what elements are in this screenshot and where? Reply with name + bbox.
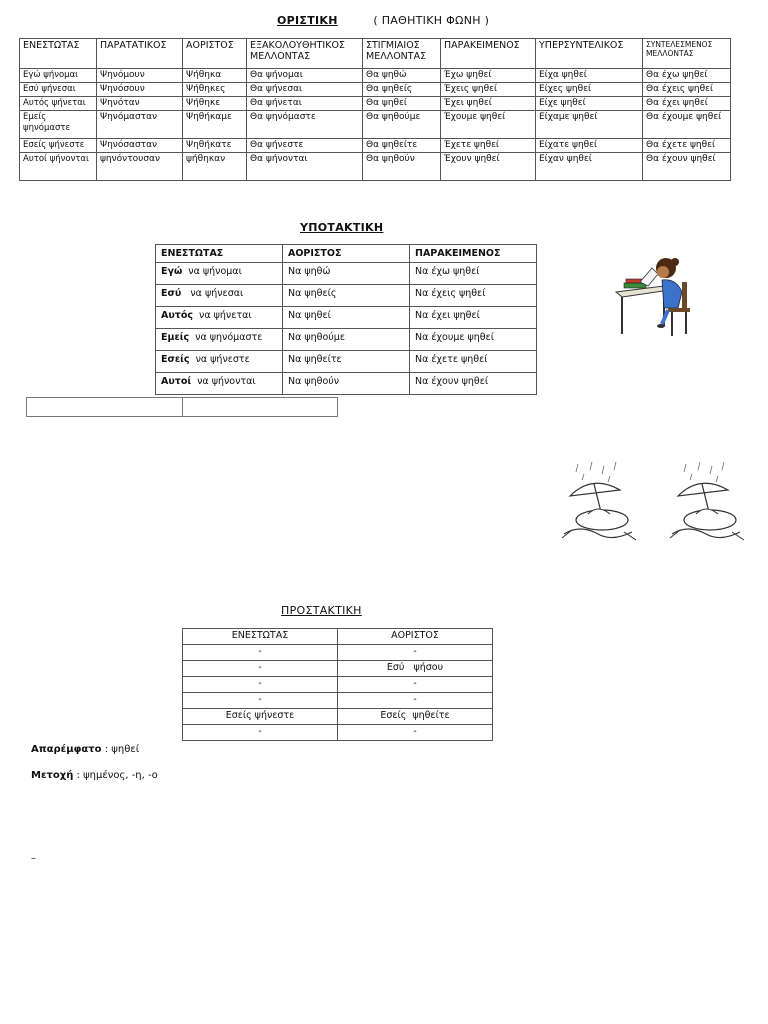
table-cell: Θα έχουμε ψηθεί xyxy=(643,111,731,139)
table-cell xyxy=(156,263,283,285)
table-cell: - xyxy=(183,677,338,693)
oristiki-title-row xyxy=(277,14,489,27)
aparemfato-label: Απαρέμφατο xyxy=(31,744,102,755)
table-cell: - xyxy=(183,693,338,709)
pronoun: Εμείς xyxy=(161,332,190,343)
table-row xyxy=(183,661,493,677)
table-cell: - xyxy=(338,725,493,741)
oristiki-header: ΕΝΕΣΤΩΤΑΣ xyxy=(20,39,97,69)
aparemfato-line xyxy=(31,744,139,755)
table-cell: - xyxy=(183,645,338,661)
table-row xyxy=(20,153,731,181)
prostaktiki-header: ΑΟΡΙΣΤΟΣ xyxy=(338,629,493,645)
table-cell: Θα ψήνεστε xyxy=(247,139,363,153)
table-cell: Είχαμε ψηθεί xyxy=(536,111,643,139)
table-row xyxy=(20,111,731,139)
table-cell: ψηνόντουσαν xyxy=(97,153,183,181)
pronoun: Εγώ xyxy=(161,266,183,277)
table-cell: Ψήθηκες xyxy=(183,83,247,97)
verb-form: να ψήνεται xyxy=(199,310,252,321)
metochi-label: Μετοχή xyxy=(31,770,74,781)
table-cell: - xyxy=(183,661,338,677)
verb-form: να ψήνεσαι xyxy=(190,288,244,299)
table-cell: Εσύ ψήσου xyxy=(338,661,493,677)
table-row xyxy=(183,709,493,725)
metochi-value: : ψημένος, -η, -ο xyxy=(73,770,158,781)
table-cell: Να έχω ψηθεί xyxy=(410,263,537,285)
prostaktiki-title: ΠΡΟΣΤΑΚΤΙΚΗ xyxy=(281,604,362,617)
pronoun: Εσείς xyxy=(161,354,190,365)
table-cell: - xyxy=(183,725,338,741)
oristiki-header: ΑΟΡΙΣΤΟΣ xyxy=(183,39,247,69)
ypotaktiki-table xyxy=(155,244,537,395)
table-cell: Εσείς ψήνεστε xyxy=(183,709,338,725)
table-cell: Θα ψήνεσαι xyxy=(247,83,363,97)
table-cell: Θα ψηθούμε xyxy=(363,111,441,139)
table-row xyxy=(20,139,731,153)
table-row xyxy=(156,263,537,285)
pronoun: Εσύ xyxy=(161,288,182,299)
table-row xyxy=(156,307,537,329)
table-cell: Θα ψηθείτε xyxy=(363,139,441,153)
ypotaktiki-title: ΥΠΟΤΑΚΤΙΚΗ xyxy=(300,221,384,234)
table-cell: Θα ψήνομαι xyxy=(247,69,363,83)
empty-table-fragment xyxy=(26,397,338,417)
table-cell: Να ψηθώ xyxy=(283,263,410,285)
table-cell: ψήθηκαν xyxy=(183,153,247,181)
table-cell xyxy=(156,307,283,329)
student-desk-clipart-icon xyxy=(612,252,702,342)
ypotaktiki-header: ΑΟΡΙΣΤΟΣ xyxy=(283,245,410,263)
table-row xyxy=(156,329,537,351)
table-row xyxy=(183,725,493,741)
pronoun: Αυτοί xyxy=(161,376,192,387)
table-cell: Έχουμε ψηθεί xyxy=(441,111,536,139)
table-cell: Ψήθηκα xyxy=(183,69,247,83)
table-cell: Θα ψήνεται xyxy=(247,97,363,111)
aparemfato-value: : ψηθεί xyxy=(101,744,140,755)
table-cell: Αυτοί ψήνονται xyxy=(20,153,97,181)
table-cell: Να ψηθείς xyxy=(283,285,410,307)
table-cell xyxy=(156,329,283,351)
table-cell: Να έχετε ψηθεί xyxy=(410,351,537,373)
table-cell: Έχει ψηθεί xyxy=(441,97,536,111)
table-cell: Να έχουμε ψηθεί xyxy=(410,329,537,351)
table-row xyxy=(156,373,537,395)
table-cell: Θα ψηθούν xyxy=(363,153,441,181)
table-cell: Θα ψήνονται xyxy=(247,153,363,181)
table-cell: Ψηθήκατε xyxy=(183,139,247,153)
table-cell xyxy=(156,351,283,373)
table-cell: Να ψηθούν xyxy=(283,373,410,395)
table-cell: Εγώ ψήνομαι xyxy=(20,69,97,83)
ypotaktiki-title-row xyxy=(300,221,383,234)
table-cell: Να έχει ψηθεί xyxy=(410,307,537,329)
table-cell: Είχα ψηθεί xyxy=(536,69,643,83)
pronoun: Αυτός xyxy=(161,310,193,321)
prostaktiki-table xyxy=(182,628,493,741)
prostaktiki-title-row xyxy=(281,604,362,617)
table-cell: Είχαν ψηθεί xyxy=(536,153,643,181)
oristiki-header: ΠΑΡΑΚΕΙΜΕΝΟΣ xyxy=(441,39,536,69)
table-cell: Ψηνόσασταν xyxy=(97,139,183,153)
table-cell: Να ψηθείτε xyxy=(283,351,410,373)
table-cell: Ψηνόμασταν xyxy=(97,111,183,139)
table-cell xyxy=(156,373,283,395)
table-cell: Να έχουν ψηθεί xyxy=(410,373,537,395)
table-cell: Ψηνόταν xyxy=(97,97,183,111)
oristiki-header: ΣΤΙΓΜΙΑΙΟΣ ΜΕΛΛΟΝΤΑΣ xyxy=(363,39,441,69)
table-cell: Είχες ψηθεί xyxy=(536,83,643,97)
table-cell: Θα έχω ψηθεί xyxy=(643,69,731,83)
oristiki-header: ΣΥΝΤΕΛΕΣΜΕΝΟΣ ΜΕΛΛΟΝΤΑΣ xyxy=(643,39,731,69)
metochi-line xyxy=(31,770,158,781)
table-cell: Εμείς ψηνόμαστε xyxy=(20,111,97,139)
prostaktiki-header-row xyxy=(183,629,493,645)
oristiki-header-row xyxy=(20,39,731,69)
table-cell: Είχε ψηθεί xyxy=(536,97,643,111)
umbrella-rain-clipart-icon xyxy=(558,460,640,544)
table-cell: Θα έχουν ψηθεί xyxy=(643,153,731,181)
table-row xyxy=(156,351,537,373)
umbrella-rain-clipart-icon xyxy=(666,460,748,544)
table-cell xyxy=(156,285,283,307)
table-cell: Θα ψηθώ xyxy=(363,69,441,83)
table-cell: Ψηνόσουν xyxy=(97,83,183,97)
table-cell: Έχετε ψηθεί xyxy=(441,139,536,153)
table-cell: Είχατε ψηθεί xyxy=(536,139,643,153)
table-cell: Εσείς ψήνεστε xyxy=(20,139,97,153)
table-cell: Να ψηθούμε xyxy=(283,329,410,351)
table-row xyxy=(20,97,731,111)
table-row xyxy=(20,83,731,97)
oristiki-subtitle: ( ΠΑΘΗΤΙΚΗ ΦΩΝΗ ) xyxy=(373,14,490,27)
verb-form: να ψηνόμαστε xyxy=(195,332,263,343)
table-cell: Θα έχει ψηθεί xyxy=(643,97,731,111)
table-cell: Θα ψηθείς xyxy=(363,83,441,97)
oristiki-title: ΟΡΙΣΤΙΚΗ xyxy=(277,14,338,27)
table-cell: Αυτός ψήνεται xyxy=(20,97,97,111)
oristiki-header: ΠΑΡΑΤΑΤΙΚΟΣ xyxy=(97,39,183,69)
verb-form: να ψήνονται xyxy=(197,376,256,387)
table-cell: Να έχεις ψηθεί xyxy=(410,285,537,307)
verb-form: να ψήνεστε xyxy=(195,354,250,365)
oristiki-header: ΥΠΕΡΣΥΝΤΕΛΙΚΟΣ xyxy=(536,39,643,69)
table-cell: Έχω ψηθεί xyxy=(441,69,536,83)
table-row xyxy=(183,693,493,709)
table-cell: Εσείς ψηθείτε xyxy=(338,709,493,725)
table-row xyxy=(20,69,731,83)
ypotaktiki-header: ΕΝΕΣΤΩΤΑΣ xyxy=(156,245,283,263)
table-cell: - xyxy=(338,677,493,693)
table-row xyxy=(156,285,537,307)
table-cell: Ψηθήκαμε xyxy=(183,111,247,139)
oristiki-table xyxy=(19,38,731,181)
table-cell: Θα έχεις ψηθεί xyxy=(643,83,731,97)
table-cell: Θα ψηνόμαστε xyxy=(247,111,363,139)
footer-dash: – xyxy=(31,853,36,864)
oristiki-header: ΕΞΑΚΟΛΟΥΘΗΤΙΚΟΣ ΜΕΛΛΟΝΤΑΣ xyxy=(247,39,363,69)
ypotaktiki-header: ΠΑΡΑΚΕΙΜΕΝΟΣ xyxy=(410,245,537,263)
ypotaktiki-header-row xyxy=(156,245,537,263)
table-cell: Θα ψηθεί xyxy=(363,97,441,111)
table-cell: - xyxy=(338,693,493,709)
table-cell: Να ψηθεί xyxy=(283,307,410,329)
table-row xyxy=(183,645,493,661)
table-cell: Ψηνόμουν xyxy=(97,69,183,83)
table-cell: Εσύ ψήνεσαι xyxy=(20,83,97,97)
table-cell: Θα έχετε ψηθεί xyxy=(643,139,731,153)
table-cell: Έχεις ψηθεί xyxy=(441,83,536,97)
prostaktiki-header: ΕΝΕΣΤΩΤΑΣ xyxy=(183,629,338,645)
table-row xyxy=(183,677,493,693)
table-cell: Ψήθηκε xyxy=(183,97,247,111)
table-cell: Έχουν ψηθεί xyxy=(441,153,536,181)
table-cell: - xyxy=(338,645,493,661)
verb-form: να ψήνομαι xyxy=(188,266,242,277)
